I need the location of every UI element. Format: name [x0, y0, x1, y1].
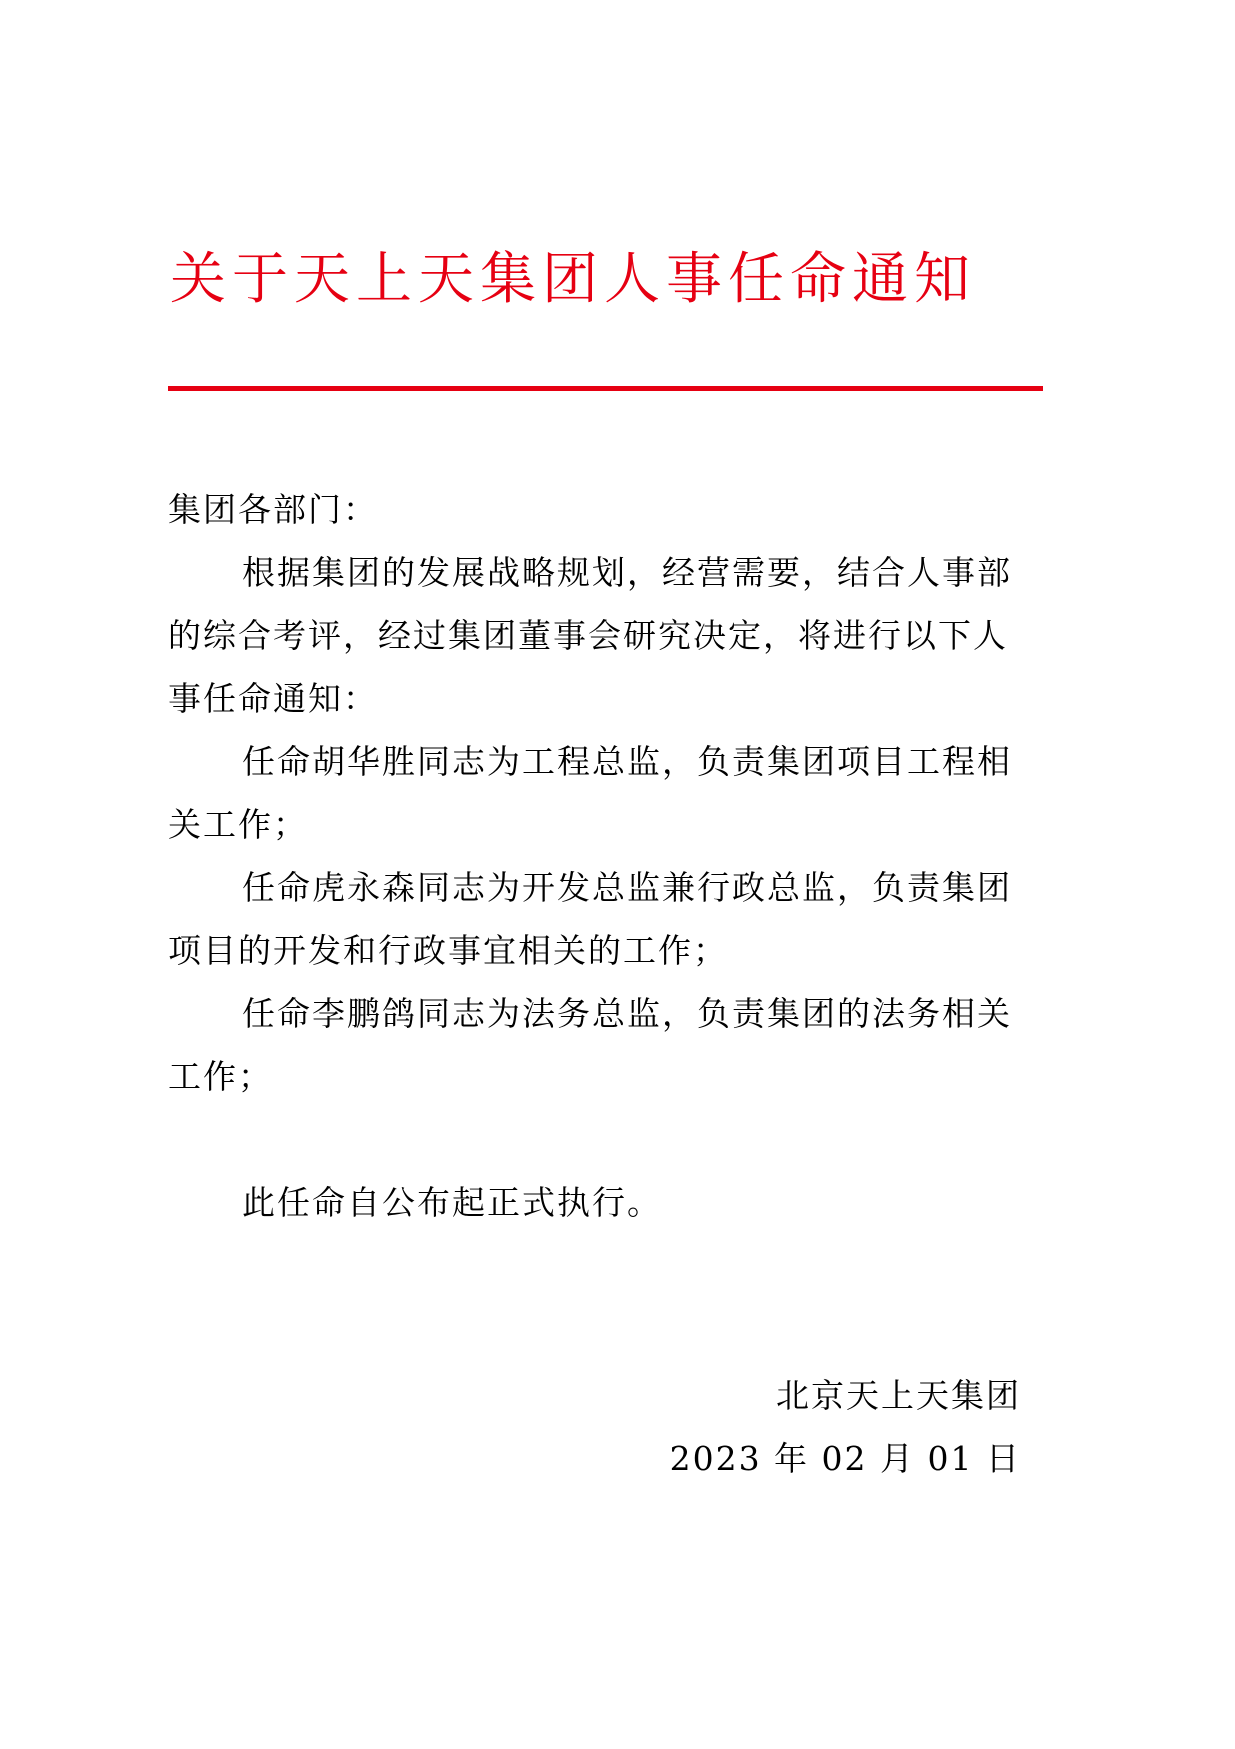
paragraph-appointment-li-pengge: 任命李鹏鸽同志为法务总监，负责集团的法务相关工作； — [168, 994, 1012, 1096]
paragraph-appointment-hu-yongsen: 任命虎永森同志为开发总监兼行政总监，负责集团项目的开发和行政事宜相关的工作； — [168, 868, 1012, 970]
signature-organization: 北京天上天集团 — [776, 1376, 1021, 1415]
paragraph-appointment-hu-huasheng: 任命胡华胜同志为工程总监，负责集团项目工程相关工作； — [168, 742, 1012, 844]
paragraph-intro: 根据集团的发展战略规划，经营需要，结合人事部的综合考评，经过集团董事会研究决定，将进行以下人事任命通知： — [168, 553, 1012, 718]
closing-statement: 此任命自公布起正式执行。 — [242, 1183, 662, 1222]
signature-block — [601, 1364, 1021, 1490]
paragraph-spacer — [168, 1108, 1028, 1171]
document-body — [168, 478, 1028, 1234]
title-divider — [168, 386, 1043, 391]
document-title: 关于天上天集团人事任命通知 — [170, 247, 976, 312]
signature-date: 2023 年 02 月 01 日 — [669, 1439, 1021, 1478]
salutation: 集团各部门： — [168, 490, 378, 529]
